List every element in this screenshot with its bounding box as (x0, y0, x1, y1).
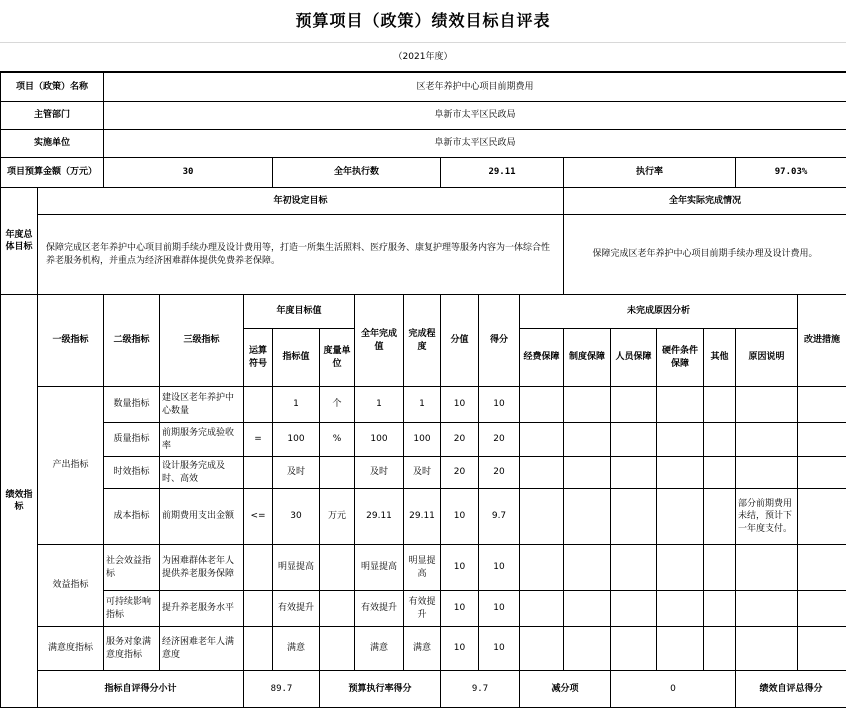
budget-label: 项目预算金额（万元） (1, 158, 104, 188)
cell-target: 1 (273, 387, 320, 423)
col-reason-funding: 经费保障 (520, 329, 564, 387)
cell-degree: 29.11 (404, 489, 441, 545)
cell-weight: 20 (441, 423, 479, 457)
cell-score: 10 (479, 545, 520, 591)
cell-blank (704, 489, 736, 545)
cell-degree: 有效提升 (404, 591, 441, 627)
table-row (1, 591, 846, 627)
cell-score: 10 (479, 627, 520, 671)
cell-blank (704, 387, 736, 423)
page-title: 预算项目（政策）绩效目标自评表 (0, 0, 846, 43)
goal-set-header: 年初设定目标 (38, 188, 564, 215)
cell-op (244, 457, 273, 489)
table-row (1, 423, 846, 457)
cell-target: 及时 (273, 457, 320, 489)
exec-label: 全年执行数 (273, 158, 441, 188)
cell-op: = (244, 423, 273, 457)
cell-l2: 成本指标 (104, 489, 160, 545)
col-l1: 一级指标 (38, 295, 104, 387)
goal-actual-header: 全年实际完成情况 (564, 188, 846, 215)
deduct-label: 减分项 (520, 671, 611, 708)
cell-l2: 社会效益指标 (104, 545, 160, 591)
perf-label: 绩效指标 (1, 295, 38, 708)
cell-unit (320, 591, 355, 627)
cell-unit (320, 457, 355, 489)
cell-l3: 提升养老服务水平 (160, 591, 244, 627)
cell-blank (564, 545, 611, 591)
cell-op (244, 387, 273, 423)
cell-target: 有效提升 (273, 591, 320, 627)
cell-reason (736, 457, 798, 489)
rate-label: 执行率 (564, 158, 736, 188)
cell-blank (798, 627, 846, 671)
cell-actual: 及时 (355, 457, 404, 489)
cell-blank (520, 387, 564, 423)
cell-blank (564, 627, 611, 671)
year-label: （2021年度） (0, 43, 846, 72)
cell-score: 20 (479, 457, 520, 489)
col-unit: 度量单位 (320, 329, 355, 387)
cell-actual: 明显提高 (355, 545, 404, 591)
budget-value: 30 (104, 158, 273, 188)
col-improve: 改进措施 (798, 295, 846, 387)
subtotal-label: 指标自评得分小计 (38, 671, 244, 708)
cell-blank (611, 489, 657, 545)
col-l3: 三级指标 (160, 295, 244, 387)
cell-blank (564, 489, 611, 545)
cell-degree: 1 (404, 387, 441, 423)
cell-degree: 满意 (404, 627, 441, 671)
cell-unit (320, 627, 355, 671)
cell-target: 满意 (273, 627, 320, 671)
goal-set-text: 保障完成区老年养护中心项目前期手续办理及设计费用等，打造一所集生活照料、医疗服务、康复护理等服务内容为一体综合性养老服务机构，并重点为经济困难群体提供免费养老保障。 (38, 215, 564, 295)
cell-target: 明显提高 (273, 545, 320, 591)
subtotal-value: 89.7 (244, 671, 320, 708)
cell-op (244, 627, 273, 671)
col-l2: 二级指标 (104, 295, 160, 387)
cell-blank (564, 457, 611, 489)
col-reason-staff: 人员保障 (611, 329, 657, 387)
col-target-group: 年度目标值 (244, 295, 355, 329)
cell-actual: 1 (355, 387, 404, 423)
dept-label: 主管部门 (1, 102, 104, 130)
col-reason-note: 原因说明 (736, 329, 798, 387)
cell-reason (736, 591, 798, 627)
cell-blank (520, 627, 564, 671)
cell-reason (736, 387, 798, 423)
group-output: 产出指标 (38, 387, 104, 545)
cell-l2: 质量指标 (104, 423, 160, 457)
cell-op (244, 591, 273, 627)
cell-blank (704, 627, 736, 671)
cell-degree: 及时 (404, 457, 441, 489)
cell-reason (736, 627, 798, 671)
cell-l2: 服务对象满意度指标 (104, 627, 160, 671)
cell-l3: 设计服务完成及时、高效 (160, 457, 244, 489)
cell-blank (704, 591, 736, 627)
rate-score-label: 预算执行率得分 (320, 671, 441, 708)
cell-blank (657, 489, 704, 545)
cell-l3: 经济困难老年人满意度 (160, 627, 244, 671)
cell-blank (798, 387, 846, 423)
table-row (1, 545, 846, 591)
cell-blank (657, 627, 704, 671)
cell-blank (657, 545, 704, 591)
table-row (1, 627, 846, 671)
cell-blank (798, 489, 846, 545)
cell-l3: 前期费用支出金额 (160, 489, 244, 545)
cell-reason (736, 423, 798, 457)
cell-blank (520, 423, 564, 457)
total-label: 绩效自评总得分 (736, 671, 846, 708)
cell-weight: 20 (441, 457, 479, 489)
cell-unit: 万元 (320, 489, 355, 545)
cell-unit: 个 (320, 387, 355, 423)
cell-blank (798, 591, 846, 627)
cell-blank (520, 489, 564, 545)
unit-value: 阜新市太平区民政局 (104, 130, 846, 158)
cell-blank (611, 423, 657, 457)
cell-blank (657, 457, 704, 489)
group-benefit: 效益指标 (38, 545, 104, 627)
cell-weight: 10 (441, 545, 479, 591)
cell-op: <= (244, 489, 273, 545)
cell-blank (520, 457, 564, 489)
cell-target: 100 (273, 423, 320, 457)
table-row (1, 387, 846, 423)
col-reason-system: 制度保障 (564, 329, 611, 387)
cell-blank (520, 591, 564, 627)
cell-actual: 100 (355, 423, 404, 457)
col-degree: 完成程度 (404, 295, 441, 387)
cell-blank (520, 545, 564, 591)
project-name-value: 区老年养护中心项目前期费用 (104, 73, 846, 102)
deduct-value: 0 (611, 671, 736, 708)
cell-blank (657, 387, 704, 423)
cell-blank (564, 591, 611, 627)
cell-l3: 前期服务完成验收率 (160, 423, 244, 457)
cell-blank (798, 545, 846, 591)
cell-l2: 可持续影响指标 (104, 591, 160, 627)
dept-value: 阜新市太平区民政局 (104, 102, 846, 130)
rate-score-value: 9.7 (441, 671, 520, 708)
cell-blank (704, 423, 736, 457)
cell-l2: 数量指标 (104, 387, 160, 423)
cell-blank (611, 545, 657, 591)
goal-label: 年度总体目标 (1, 188, 38, 295)
cell-weight: 10 (441, 387, 479, 423)
cell-l2: 时效指标 (104, 457, 160, 489)
cell-actual: 29.11 (355, 489, 404, 545)
cell-blank (657, 423, 704, 457)
col-actual: 全年完成值 (355, 295, 404, 387)
rate-value: 97.03% (736, 158, 846, 188)
cell-op (244, 545, 273, 591)
cell-blank (798, 423, 846, 457)
cell-reason (736, 545, 798, 591)
cell-blank (564, 387, 611, 423)
cell-actual: 有效提升 (355, 591, 404, 627)
cell-target: 30 (273, 489, 320, 545)
group-satisfaction: 满意度指标 (38, 627, 104, 671)
goal-actual-text: 保障完成区老年养护中心项目前期手续办理及设计费用。 (564, 215, 846, 295)
cell-blank (611, 457, 657, 489)
cell-reason: 部分前期费用未结，预计下一年度支付。 (736, 489, 798, 545)
exec-value: 29.11 (441, 158, 564, 188)
cell-l3: 建设区老年养护中心数量 (160, 387, 244, 423)
cell-weight: 10 (441, 591, 479, 627)
cell-score: 10 (479, 591, 520, 627)
cell-score: 20 (479, 423, 520, 457)
cell-blank (611, 387, 657, 423)
cell-blank (564, 423, 611, 457)
cell-degree: 明显提高 (404, 545, 441, 591)
cell-blank (704, 457, 736, 489)
col-reason-other: 其他 (704, 329, 736, 387)
col-op: 运算符号 (244, 329, 273, 387)
cell-blank (704, 545, 736, 591)
col-target-val: 指标值 (273, 329, 320, 387)
unit-label: 实施单位 (1, 130, 104, 158)
col-reason-hardware: 硬件条件保障 (657, 329, 704, 387)
cell-weight: 10 (441, 627, 479, 671)
cell-l3: 为困难群体老年人提供养老服务保障 (160, 545, 244, 591)
cell-weight: 10 (441, 489, 479, 545)
col-score-weight: 分值 (441, 295, 479, 387)
col-reason-group: 未完成原因分析 (520, 295, 798, 329)
cell-unit: % (320, 423, 355, 457)
self-evaluation-table (0, 72, 846, 708)
cell-blank (611, 627, 657, 671)
cell-score: 10 (479, 387, 520, 423)
cell-score: 9.7 (479, 489, 520, 545)
table-row (1, 489, 846, 545)
cell-blank (657, 591, 704, 627)
cell-blank (798, 457, 846, 489)
table-row (1, 457, 846, 489)
cell-blank (611, 591, 657, 627)
cell-actual: 满意 (355, 627, 404, 671)
cell-unit (320, 545, 355, 591)
cell-degree: 100 (404, 423, 441, 457)
project-name-label: 项目（政策）名称 (1, 73, 104, 102)
col-score: 得分 (479, 295, 520, 387)
